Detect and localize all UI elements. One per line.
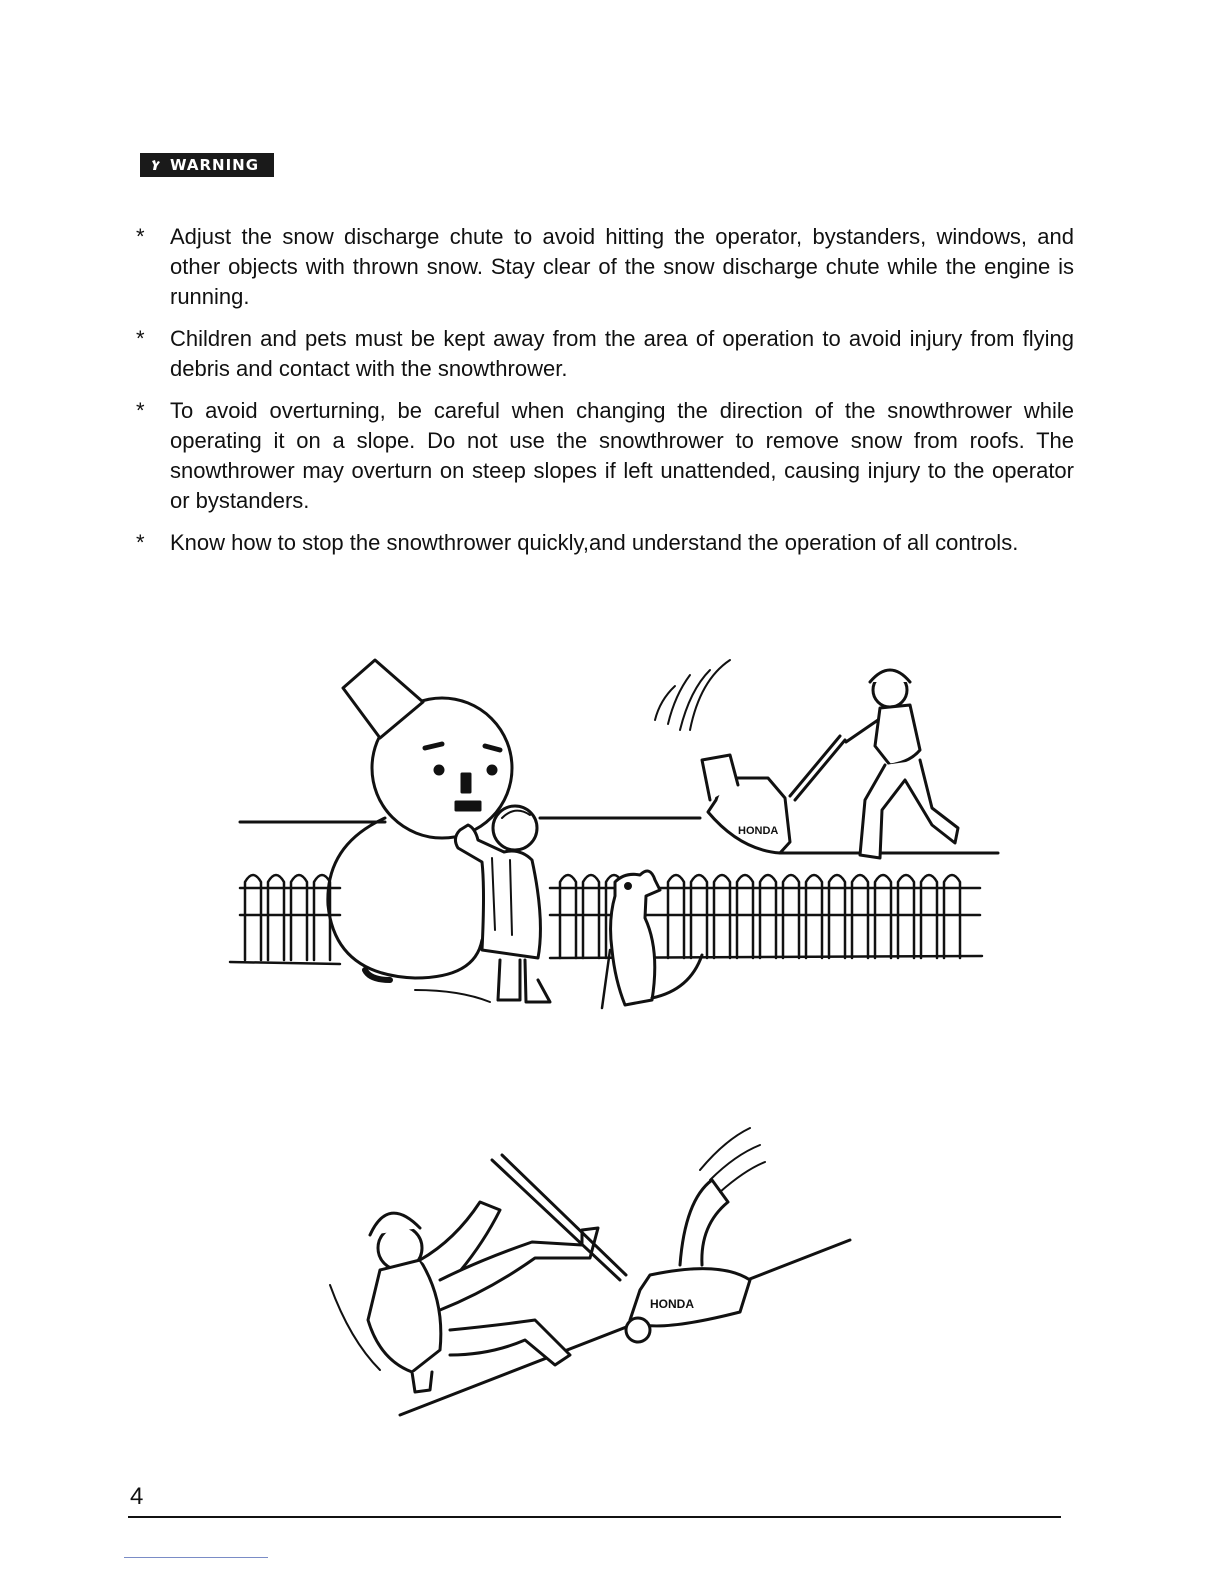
fallen-operator xyxy=(368,1202,598,1392)
warning-badge xyxy=(140,153,274,177)
page-number: 4 xyxy=(130,1483,144,1510)
list-item xyxy=(134,222,1074,312)
slope-fall-illustration xyxy=(320,1110,860,1430)
bottom-brand-label: HONDA xyxy=(650,1297,694,1311)
dog-figure xyxy=(602,871,702,1008)
snowman-scene-illustration xyxy=(220,650,1020,1030)
list-item xyxy=(134,324,1074,384)
bullet-asterisk: * xyxy=(136,530,145,555)
picket-fence xyxy=(230,875,982,964)
bullet-text: Children and pets must be kept away from the area of operation to avoid injury from flying debris and contact with the snowthrower. xyxy=(170,326,1074,381)
list-item xyxy=(134,396,1074,516)
bullet-text: Know how to stop the snowthrower quickly,and understand the operation of all controls. xyxy=(170,530,1019,555)
bullet-asterisk: * xyxy=(136,224,145,249)
bullet-text: Adjust the snow discharge chute to avoid hitting the operator, bystanders, windows, and other objects with thrown snow. Stay clear of the snow discharge chute while the engine is running. xyxy=(170,224,1074,309)
bullet-asterisk: * xyxy=(136,398,145,423)
bullet-asterisk: * xyxy=(136,326,145,351)
warning-label: WARNING xyxy=(170,156,260,174)
warning-list xyxy=(134,222,1074,570)
list-item xyxy=(134,528,1074,558)
tipped-snowthrower xyxy=(492,1128,765,1342)
footer-rule xyxy=(128,1516,1061,1518)
stray-line xyxy=(124,1557,268,1558)
warning-hand-icon xyxy=(148,158,162,172)
top-brand-label: HONDA xyxy=(738,825,779,837)
child-figure xyxy=(415,806,550,1002)
bullet-text: To avoid overturning, be careful when changing the direction of the snowthrower while operating it on a slope. Do not use the snowthrower to remove snow from roofs. The snowthrower may overturn on steep slopes if left unattended, causing injury to the operator or bystanders. xyxy=(170,398,1074,513)
snowthrower-operator xyxy=(655,660,958,858)
